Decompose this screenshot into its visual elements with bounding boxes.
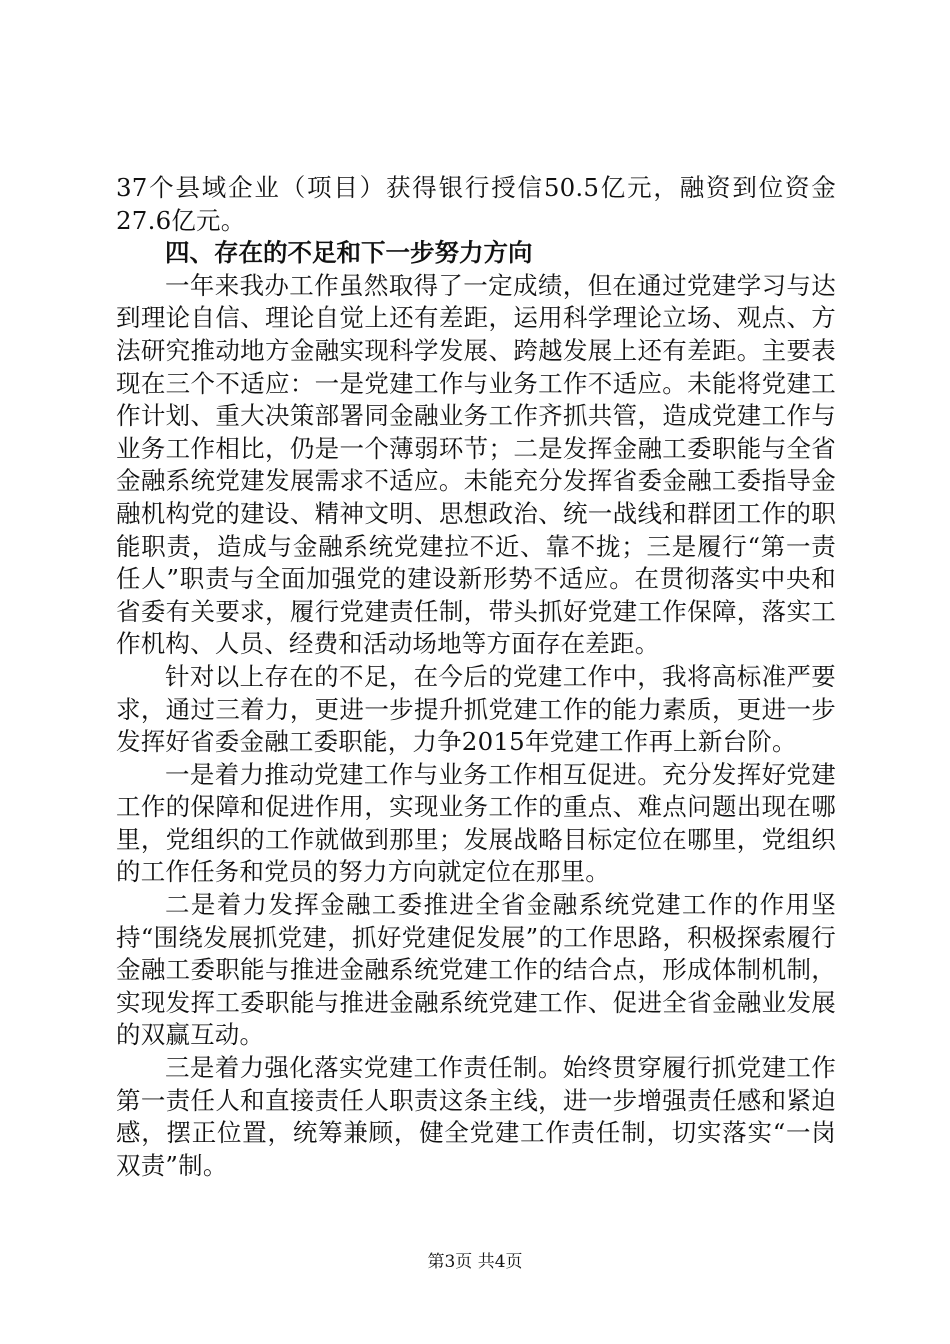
body-paragraph: 一是着力推动党建工作与业务工作相互促进。充分发挥好党建工作的保障和促进作用，实现业务工作的重点、难点问题出现在哪里，党组织的工作就做到那里；发展战略目标定位在哪里，党组织的工作任务和党员的努力方向就定位在那里。 bbox=[116, 759, 836, 887]
section-heading: 四、存在的不足和下一步努力方向 bbox=[165, 238, 533, 268]
body-paragraph: 针对以上存在的不足，在今后的党建工作中，我将高标准严要求，通过三着力，更进一步提升抓党建工作的能力素质，更进一步发挥好省委金融工委职能，力争2015年党建工作再上新台阶。 bbox=[116, 661, 836, 757]
page-number-label: 第3页 共4页 bbox=[427, 1252, 523, 1272]
body-paragraph: 三是着力强化落实党建工作责任制。始终贯穿履行抓党建工作第一责任人和直接责任人职责这条主线，进一步增强责任感和紧迫感，摆正位置，统筹兼顾，健全党建工作责任制，切实落实“一岗双责”制。 bbox=[116, 1053, 836, 1180]
body-paragraph: 二是着力发挥金融工委推进全省金融系统党建工作的作用坚持“围绕发展抓党建，抓好党建促发展”的工作思路，积极探索履行金融工委职能与推进金融系统党建工作的结合点，形成体制机制，实现发挥工委职能与推进金融系统党建工作、促进全省金融业发展的双赢互动。 bbox=[116, 890, 836, 1050]
page-footer bbox=[0, 1247, 950, 1272]
document-body bbox=[116, 172, 836, 1182]
continuation-paragraph: 37个县域企业（项目）获得银行授信50.5亿元，融资到位资金27.6亿元。 bbox=[116, 173, 836, 235]
body-paragraph: 一年来我办工作虽然取得了一定成绩，但在通过党建学习与达到理论自信、理论自觉上还有差距，运用科学理论立场、观点、方法研究推动地方金融实现科学发展、跨越发展上还有差距。主要表现在三个不适应：一是党建工作与业务工作不适应。未能将党建工作计划、重大决策部署同金融业务工作齐抓共管，造成党建工作与业务工作相比，仍是一个薄弱环节；二是发挥金融工委职能与全省金融系统党建发展需求不适应。未能充分发挥省委金融工委指导金融机构党的建设、精神文明、思想政治、统一战线和群团工作的职能职责，造成与金融系统党建拉不近、靠不拢；三是履行“第一责任人”职责与全面加强党的建设新形势不适应。在贯彻落实中央和省委有关要求，履行党建责任制，带头抓好党建工作保障，落实工作机构、人员、经费和活动场地等方面存在差距。 bbox=[116, 270, 836, 659]
